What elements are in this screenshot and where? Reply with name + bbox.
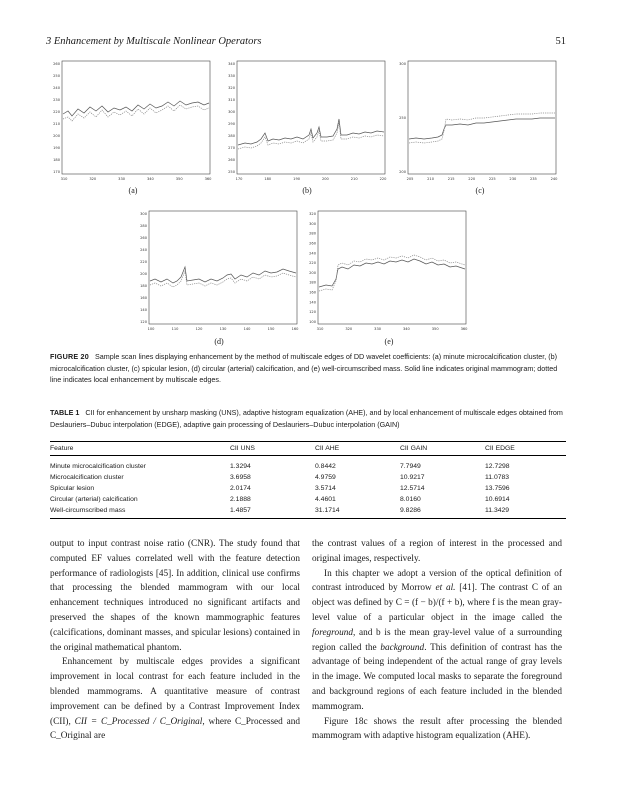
x-tick-label: 330 [118, 177, 126, 181]
y-tick-labels [228, 62, 236, 174]
y-tick-label: 240 [53, 86, 60, 90]
body-column-left [50, 537, 300, 744]
x-tick-label: 180 [264, 177, 272, 181]
table-header-cell: CII UNS [230, 442, 315, 456]
body-column-right [312, 537, 562, 744]
y-tick-label: 120 [309, 310, 316, 315]
x-tick-labels [148, 327, 299, 331]
x-tick-label: 330 [374, 327, 382, 331]
x-tick-label: 235 [529, 177, 537, 181]
inline-formula: CII = C_Processed / C_Original [74, 716, 203, 727]
x-tick-label: 320 [89, 177, 97, 181]
table-cell: 31.1714 [315, 505, 400, 519]
x-tick-label: 100 [147, 327, 155, 331]
x-tick-label: 240 [550, 177, 558, 181]
y-tick-label: 320 [228, 86, 235, 90]
table-cell: 2.1888 [230, 495, 251, 503]
y-tick-label: 200 [309, 270, 316, 275]
y-tick-label: 170 [53, 170, 60, 174]
body-paragraph: the contrast values of a region of interest in the processed and original images, respectively. [312, 539, 562, 564]
y-tick-label: 300 [309, 221, 316, 226]
panel-label-a: (a) [128, 186, 138, 195]
y-tick-label: 120 [140, 320, 147, 324]
table-cell: Minute microcalcification cluster [50, 463, 146, 470]
emphasis-text: et al. [435, 583, 456, 594]
y-tick-label: 200 [53, 134, 60, 138]
y-tick-label: 200 [140, 272, 147, 276]
x-tick-label: 140 [243, 327, 251, 331]
figure-caption [50, 351, 566, 386]
table-cell: Well-circumscribed mass [50, 505, 230, 519]
y-tick-label: 260 [228, 158, 235, 162]
x-tick-label: 340 [146, 177, 154, 181]
table-cell: 8.0160 [400, 495, 421, 503]
table-cell: Spicular lesion [50, 484, 95, 492]
panel-label-c: (c) [475, 186, 485, 195]
body-text: , where C_Processed and C_Original are [50, 716, 300, 742]
body-text: [41]. The contrast C of an object was defined by C = (f − b)/(f + b), where f is the mean gray-level value of a particular object in the image called the [312, 583, 563, 623]
y-tick-label: 260 [53, 62, 60, 66]
x-tick-label: 225 [488, 177, 496, 181]
x-tick-label: 310 [60, 177, 68, 181]
y-tick-label: 230 [53, 98, 60, 102]
table-cell: 12.5714 [400, 484, 425, 492]
y-tick-label: 280 [309, 231, 316, 236]
body-text: Enhancement by multiscale edges provides a significant improvement in local contrast for each feature included in the blended mammograms. A quantitative measure of contrast improvement can be defined by a Contrast Improvement Index (CII), [50, 657, 300, 727]
emphasis-text: foreground [312, 627, 353, 638]
table-caption-label: TABLE 1 [50, 408, 80, 417]
table-cell: 4.9759 [315, 473, 336, 481]
x-tick-label: 350 [175, 177, 183, 181]
table-row [50, 483, 566, 494]
y-tick-label: 300 [140, 212, 147, 216]
x-tick-label: 310 [316, 327, 324, 331]
body-paragraph [50, 655, 300, 744]
table-cell: 10.9217 [400, 473, 425, 481]
panel-label-d: (d) [214, 337, 224, 346]
y-tick-label: 180 [53, 158, 60, 162]
x-tick-label: 130 [219, 327, 227, 331]
x-tick-label: 340 [402, 327, 410, 331]
table-cell: 3.6958 [230, 473, 251, 481]
table-header-row [50, 442, 566, 456]
y-tick-label: 200 [399, 170, 406, 174]
x-tick-label: 210 [427, 177, 435, 181]
plot-panel-d [137, 209, 299, 333]
x-tick-label: 190 [293, 177, 301, 181]
x-tick-label: 360 [204, 177, 212, 181]
table-caption [50, 407, 566, 430]
table-header-cell: CII GAIN [400, 442, 485, 456]
plot-panel-b [225, 59, 387, 183]
table-cell: Microcalcification cluster [50, 473, 124, 481]
table-cell: 3.5714 [315, 484, 336, 492]
body-text: In this chapter we adopt a version of the optical definition of contrast introduced by Morrow [312, 568, 562, 594]
table-cell: 0.8442 [315, 463, 336, 470]
table-cell: 7.7949 [400, 463, 421, 470]
x-tick-label: 320 [345, 327, 353, 331]
y-tick-label: 210 [53, 122, 60, 126]
table-cell: 13.7596 [485, 484, 510, 492]
x-tick-label: 230 [509, 177, 517, 181]
table-cell: Circular (arterial) calcification [50, 495, 138, 503]
plot-panel-e [306, 209, 468, 333]
y-tick-label: 250 [53, 74, 60, 78]
table-row [50, 456, 566, 473]
y-tick-label: 140 [140, 308, 147, 312]
table-cell: 10.6914 [485, 495, 510, 503]
y-tick-label: 180 [140, 284, 147, 288]
table-cell: 12.7298 [485, 463, 510, 470]
x-tick-label: 120 [195, 327, 203, 331]
body-text: . This definition of contrast has the advantage of being independent of the actual range of gray levels in the image. We computed local masks to separate the foreground and background regions of each feature included in the blended mammogram. [312, 642, 562, 712]
table-cell: 1.4857 [230, 505, 315, 519]
x-tick-label: 350 [431, 327, 439, 331]
y-tick-label: 220 [309, 261, 316, 266]
figure-caption-label: FIGURE 20 [50, 352, 89, 361]
x-tick-label: 210 [350, 177, 358, 181]
y-tick-label: 330 [228, 74, 235, 78]
y-tick-labels [309, 212, 317, 324]
body-paragraph [312, 567, 562, 715]
table-row [50, 494, 566, 505]
emphasis-text: background [380, 642, 425, 653]
y-tick-label: 340 [228, 62, 235, 66]
y-tick-label: 160 [140, 296, 147, 300]
y-tick-label: 270 [228, 146, 235, 150]
y-tick-label: 180 [309, 280, 316, 285]
table-cell: 2.0174 [230, 484, 251, 492]
y-tick-label: 300 [399, 62, 406, 66]
figure-caption-text: Sample scan lines displaying enhancement by the method of multiscale edges of DD wavelet coefficients: (a) minute microcalcification cluster, (b) microcalcification cluster, (c) spicular lesion, (d) circular (arterial) calcification, and (e) well-circumscribed mass. Solid line indicates original mammogram; dotted line indicates local enhancement by multiscale edges. [50, 352, 558, 384]
table-cell: 1.3294 [230, 463, 251, 470]
y-tick-label: 260 [309, 241, 316, 246]
table-row [50, 472, 566, 483]
plot-panel-a [50, 59, 212, 183]
x-tick-labels [407, 177, 558, 181]
table-header-cell: CII AHE [315, 442, 400, 456]
x-tick-label: 110 [171, 327, 179, 331]
table-cell: 11.0783 [485, 473, 510, 481]
x-tick-label: 160 [291, 327, 299, 331]
table-cell: 4.4601 [315, 495, 336, 503]
y-tick-label: 260 [140, 236, 147, 240]
x-tick-label: 220 [379, 177, 387, 181]
panel-label-e: (e) [384, 337, 394, 346]
x-tick-label: 150 [267, 327, 275, 331]
x-tick-label: 200 [321, 177, 329, 181]
y-tick-label: 250 [399, 116, 406, 120]
y-tick-labels [399, 62, 407, 174]
y-tick-label: 280 [140, 224, 147, 228]
cii-table [50, 441, 566, 519]
y-tick-labels [140, 212, 148, 324]
page-number: 51 [555, 36, 566, 47]
y-tick-label: 240 [309, 251, 316, 256]
table-cell: 11.3429 [485, 505, 566, 519]
x-tick-labels [61, 177, 212, 181]
y-tick-label: 100 [309, 320, 316, 324]
running-title: 3 Enhancement by Multiscale Nonlinear Operators [46, 36, 262, 47]
y-tick-label: 250 [228, 170, 235, 174]
x-tick-labels [317, 327, 468, 331]
y-tick-labels [53, 62, 61, 174]
panel-label-b: (b) [302, 186, 312, 195]
x-tick-label: 215 [447, 177, 455, 181]
y-tick-label: 140 [309, 300, 316, 305]
y-tick-label: 300 [228, 110, 235, 114]
y-tick-label: 290 [228, 122, 235, 126]
x-tick-label: 220 [468, 177, 476, 181]
table-cell: 9.8286 [400, 505, 485, 519]
y-tick-label: 160 [309, 290, 316, 295]
running-header [46, 36, 566, 47]
y-tick-label: 320 [309, 212, 316, 216]
y-tick-label: 220 [140, 260, 147, 264]
table-caption-text: CII for enhancement by unsharp masking (UNS), adaptive histogram equalization (AHE), and by local enhancement of multiscale edges obtained from Deslauriers–Dubuc interpolation (EDGE), adaptive gain processing of Deslauriers–Dubuc interpolation (GAIN) [50, 408, 563, 429]
y-tick-label: 280 [228, 134, 235, 138]
y-tick-label: 310 [228, 98, 235, 102]
body-text: , and b is the mean gray-level value of a surrounding region called the [312, 627, 562, 653]
y-tick-label: 220 [53, 110, 60, 114]
y-tick-label: 190 [53, 146, 60, 150]
table-header-cell: CII EDGE [485, 442, 566, 456]
x-tick-label: 170 [235, 177, 243, 181]
body-paragraph: output to input contrast noise ratio (CNR). The study found that computed EF values correlated well with the feature detection performance of radiologists [45]. In addition, clinical use confirms that processing the blended mammogram with our local enhancement techniques introduced no significant artifacts and preserved the shapes of the known mammographic features (calcifications, dominant masses, and spicular lesions) contained in the original mathematical phantom. [50, 539, 300, 653]
table-row [50, 505, 566, 519]
x-tick-labels [236, 177, 387, 181]
x-tick-label: 360 [460, 327, 468, 331]
body-paragraph: Figure 18c shows the result after processing the blended mammogram with adaptive histogram equalization (AHE). [312, 716, 562, 742]
y-tick-label: 240 [140, 248, 147, 252]
table-header-cell: Feature [50, 442, 230, 456]
plot-panel-c [396, 59, 558, 183]
x-tick-label: 205 [406, 177, 414, 181]
